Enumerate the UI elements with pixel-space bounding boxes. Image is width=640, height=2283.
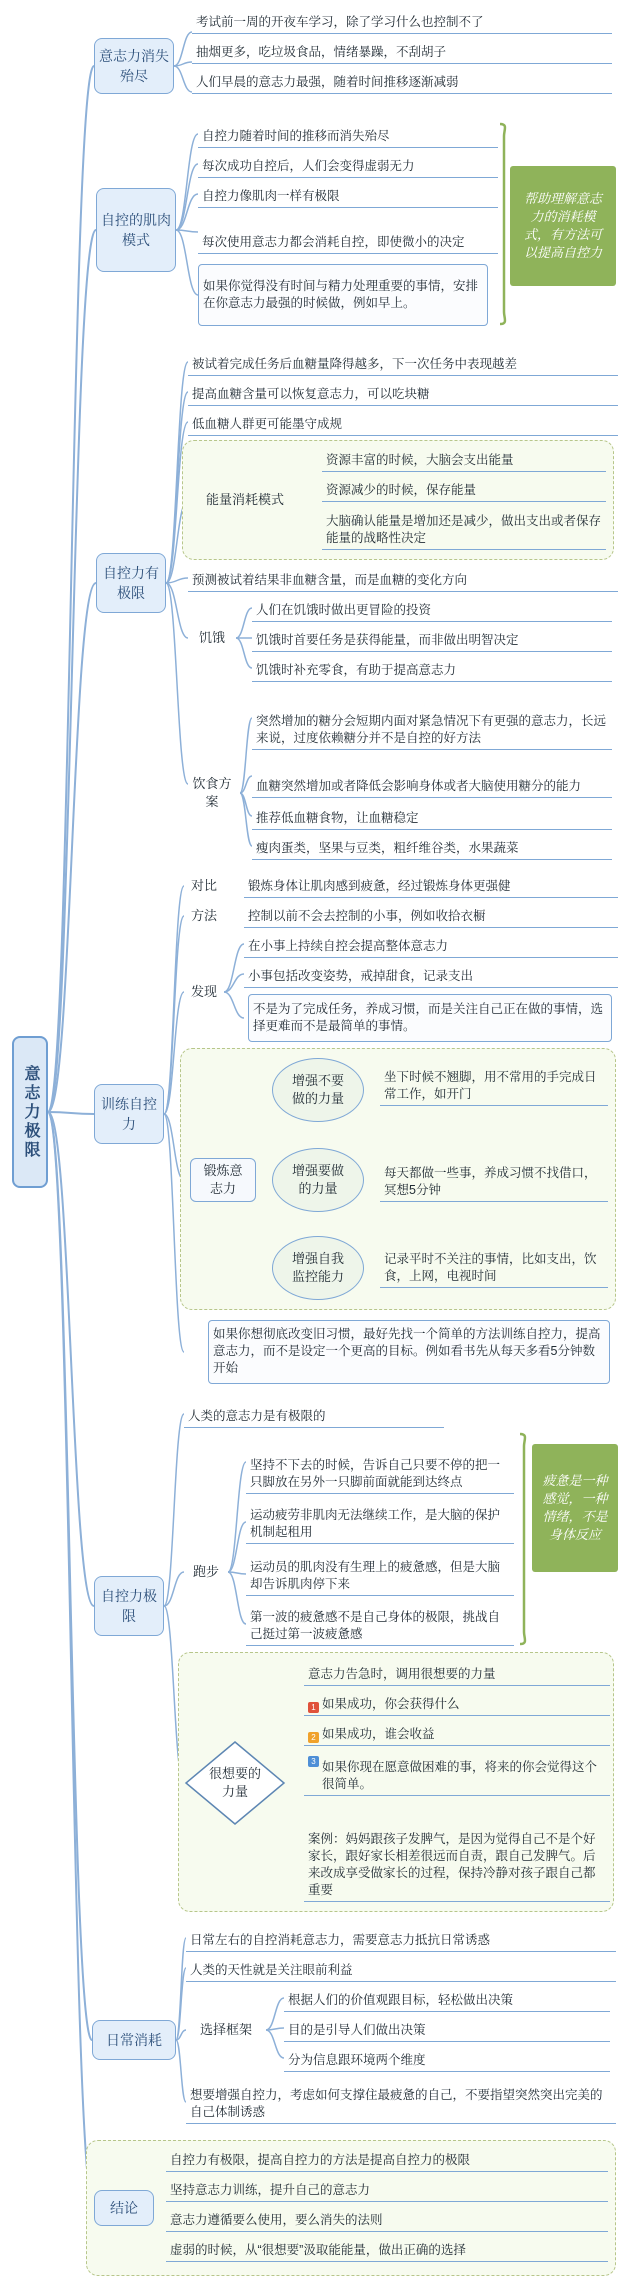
exercise-item-2[interactable] xyxy=(272,1148,364,1212)
discover[interactable] xyxy=(184,980,224,1004)
connector xyxy=(176,194,198,230)
leaf-b2-3[interactable]: 自控力像肌肉一样有极限 xyxy=(198,182,498,208)
branch-muscle-model[interactable] xyxy=(96,188,176,272)
leaf-want-4-text: 如果你现在愿意做困难的事，将来的你会觉得这个很简单。 xyxy=(322,1760,598,1791)
leaf-b2-5[interactable]: 如果你觉得没有时间与精力处理重要的事情，安排在你意志力最强的时候做，例如早上。 xyxy=(198,264,488,326)
connector xyxy=(224,974,244,992)
connector xyxy=(240,793,252,846)
root-topic[interactable] xyxy=(12,1036,48,1188)
connector xyxy=(48,1112,92,2040)
connector xyxy=(176,1938,186,2040)
connector xyxy=(176,230,198,232)
connector xyxy=(176,164,198,230)
leaf-run-2[interactable]: 运动疲劳非肌肉无法继续工作，是大脑的保护机制起租用 xyxy=(246,1500,514,1544)
running[interactable] xyxy=(184,1560,228,1584)
connector xyxy=(176,134,198,230)
branch-label: 自控力有极限 xyxy=(103,565,159,601)
branch-label: 结论 xyxy=(110,2200,138,2216)
badge-3: 3 xyxy=(308,1756,319,1767)
connector xyxy=(240,718,252,793)
leaf-b1-3[interactable]: 人们早晨的意志力最强，随着时间推移逐渐减弱 xyxy=(192,68,612,94)
branch-label: 训练自控力 xyxy=(101,1096,157,1132)
note-b2: 帮助理解意志力的消耗模式，有方法可以提高自控力 xyxy=(510,166,616,286)
leaf-want-5[interactable]: 案例：妈妈跟孩子发脾气，是因为觉得自己不是个好家长，跟好家长相差很远而自责，跟自己发脾气。后来改成享受做家长的过程，保持冷静对孩子跟自己都重要 xyxy=(304,1802,610,1902)
diet-plan-label: 饮食方案 xyxy=(192,776,232,809)
badge-2: 2 xyxy=(308,1732,319,1743)
row-method-key: 方法 xyxy=(190,908,217,923)
connector xyxy=(164,1414,184,1606)
leaf-hunger-1[interactable]: 人们在饥饿时做出更冒险的投资 xyxy=(252,596,612,622)
leaf-discover-3[interactable]: 不是为了完成任务，养成习惯，而是关注自己正在做的事情，选择更难而不是最简单的事情。 xyxy=(248,994,612,1042)
leaf-training-conclusion[interactable]: 如果你想彻底改变旧习惯，最好先找一个简单的方法训练自控力，提高意志力，而不是设定一个更高的目标。例如看书先从每天多看5分钟数开始 xyxy=(208,1320,610,1384)
connector xyxy=(266,1998,284,2030)
connector xyxy=(48,66,94,1112)
leaf-b3-1[interactable]: 被试着完成任务后血糖量降得越多，下一次任务中表现越差 xyxy=(188,350,618,376)
connector xyxy=(228,1572,246,1624)
exercise-willpower[interactable] xyxy=(190,1158,256,1202)
leaf-want-1[interactable]: 意志力告急时，调用很想要的力量 xyxy=(304,1660,610,1686)
branch-label: 日常消耗 xyxy=(106,2032,162,2048)
leaf-want-3[interactable] xyxy=(304,1720,610,1746)
exercise-detail-2[interactable]: 每天都做一些事，养成习惯不找借口，冥想5分钟 xyxy=(380,1158,608,1202)
leaf-want-3-text: 如果成功，谁会收益 xyxy=(322,1727,435,1741)
leaf-want-4[interactable] xyxy=(304,1752,610,1796)
leaf-method[interactable]: 控制以前不会去控制的小事，例如收拾衣橱 xyxy=(244,902,618,928)
connector xyxy=(48,1112,94,2208)
bracket xyxy=(520,1434,525,1644)
branch-label: 自控力极限 xyxy=(101,1588,157,1624)
leaf-frame-1[interactable]: 根据人们的价值观跟目标，轻松做出决策 xyxy=(284,1986,610,2012)
connector xyxy=(228,1522,246,1572)
leaf-b2-4[interactable]: 每次使用意志力都会消耗自控，即使微小的决定 xyxy=(198,212,498,254)
connector xyxy=(48,583,96,1112)
connector xyxy=(166,578,188,583)
connector xyxy=(240,793,252,816)
connector xyxy=(236,638,252,668)
exercise-item-2-label: 增强要做的力量 xyxy=(291,1163,344,1196)
want-power[interactable] xyxy=(184,1740,286,1826)
want-power-label: 很想要的力量 xyxy=(209,1766,262,1799)
leaf-b3-predict[interactable]: 预测被试着结果非血糖含量，而是血糖的变化方向 xyxy=(188,566,618,592)
leaf-diet-3[interactable]: 推荐低血糖食物，让血糖稳定 xyxy=(252,804,612,830)
leaf-diet-2[interactable]: 血糖突然增加或者降低会影响身体或者大脑使用糖分的能力 xyxy=(252,756,612,798)
connector xyxy=(266,2028,284,2030)
leaf-energy-3[interactable]: 大脑确认能量是增加还是减少，做出支出或者保存能量的战略性决定 xyxy=(322,508,606,550)
leaf-b7-1[interactable]: 自控力有极限，提高自控力的方法是提高自控力的极限 xyxy=(166,2146,608,2172)
leaf-want-2-text: 如果成功，你会获得什么 xyxy=(322,1697,460,1711)
exercise-item-1[interactable] xyxy=(272,1058,364,1122)
leaf-energy-2[interactable]: 资源减少的时候，保存能量 xyxy=(322,476,606,502)
connector xyxy=(48,1112,94,1114)
exercise-detail-3[interactable]: 记录平时不关注的事情，比如支出，饮食，上网，电视时间 xyxy=(380,1244,608,1288)
leaf-hunger-3[interactable]: 饥饿时补充零食，有助于提高意志力 xyxy=(252,656,612,682)
leaf-run-3[interactable]: 运动员的肌肉没有生理上的疲惫感，但是大脑却告诉肌肉停下来 xyxy=(246,1552,514,1596)
connector xyxy=(236,608,252,638)
leaf-run-1[interactable]: 坚持不下去的时候，告诉自己只要不停的把一只脚放在另外一只脚前面就能到达终点 xyxy=(246,1432,514,1494)
hunger[interactable] xyxy=(188,626,236,650)
leaf-b3-3[interactable]: 低血糖人群更可能墨守成规 xyxy=(188,410,618,436)
energy-model-label: 能量消耗模式 xyxy=(205,492,284,507)
exercise-detail-1[interactable]: 坐下时候不翘脚，用不常用的手完成日常工作，如开门 xyxy=(380,1062,608,1106)
connector xyxy=(166,583,188,784)
leaf-b5-top[interactable]: 人类的意志力是有极限的 xyxy=(184,1402,444,1428)
root-topic-label: 意志力极限 xyxy=(22,1064,39,1160)
leaf-b1-2[interactable]: 抽烟更多，吃垃圾食品，情绪暴躁，不刮胡子 xyxy=(192,38,612,64)
leaf-b2-2[interactable]: 每次成功自控后，人们会变得虚弱无力 xyxy=(198,152,498,178)
badge-1: 1 xyxy=(308,1702,319,1713)
leaf-want-2[interactable] xyxy=(304,1690,610,1716)
leaf-compare[interactable]: 锻炼身体让肌肉感到疲惫，经过锻炼身体更强健 xyxy=(244,872,618,898)
note-b5: 疲惫是一种感觉，一种情绪，不是身体反应 xyxy=(532,1444,618,1572)
connector xyxy=(166,583,188,638)
leaf-b7-4[interactable]: 虚弱的时候，从“很想要”汲取能能量，做出正确的选择 xyxy=(166,2236,608,2262)
bracket xyxy=(500,124,505,324)
exercise-item-1-label: 增强不要做的力量 xyxy=(291,1073,344,1106)
leaf-b6-bottom[interactable]: 想要增强自控力，考虑如何支撑住最疲惫的自己，不要指望突然突出完美的自己体制诱惑 xyxy=(186,2080,616,2124)
leaf-b3-2[interactable]: 提高血糖含量可以恢复意志力，可以吃块糖 xyxy=(188,380,618,406)
connector xyxy=(240,776,252,793)
leaf-energy-1[interactable]: 资源丰富的时候，大脑会支出能量 xyxy=(322,446,606,472)
choice-frame[interactable] xyxy=(186,2018,266,2042)
discover-label: 发现 xyxy=(190,984,217,999)
leaf-b6-top[interactable]: 日常左右的自控消耗意志力，需要意志力抵抗日常诱惑 xyxy=(186,1926,616,1952)
branch-willpower-depleted[interactable] xyxy=(94,38,174,94)
leaf-hunger-2[interactable]: 饥饿时首要任务是获得能量，而非做出明智决定 xyxy=(252,626,612,652)
leaf-b6-nature[interactable]: 人类的天性就是关注眼前利益 xyxy=(186,1956,616,1982)
leaf-frame-3[interactable]: 分为信息跟环境两个维度 xyxy=(284,2046,610,2072)
connector xyxy=(174,32,192,66)
leaf-b7-3[interactable]: 意志力遵循要么使用，要么消失的法则 xyxy=(166,2206,608,2232)
connector xyxy=(164,1572,184,1606)
connector xyxy=(224,944,244,992)
diet-plan[interactable] xyxy=(184,772,240,814)
exercise-item-3-label: 增强自我监控能力 xyxy=(291,1251,344,1284)
leaf-b1-1[interactable]: 考试前一周的开夜车学习，除了学习什么也控制不了 xyxy=(192,8,612,34)
leaf-b2-1[interactable]: 自控力随着时间的推移而消失殆尽 xyxy=(198,122,498,148)
running-label: 跑步 xyxy=(192,1564,219,1579)
connector xyxy=(48,1112,94,1606)
hunger-label: 饥饿 xyxy=(198,630,225,645)
row-compare-key: 对比 xyxy=(190,878,217,893)
branch-daily-consumption[interactable] xyxy=(92,2020,176,2060)
energy-model[interactable] xyxy=(190,488,300,512)
exercise-item-3[interactable] xyxy=(272,1236,364,1300)
branch-train-self-control[interactable] xyxy=(94,1084,164,1144)
connector xyxy=(176,1968,186,2040)
connector xyxy=(228,1462,246,1572)
connector xyxy=(174,66,192,92)
connector xyxy=(228,1572,246,1574)
connector xyxy=(174,62,192,66)
leaf-frame-2[interactable]: 目的是引导人们做出决策 xyxy=(284,2016,610,2042)
branch-conclusion[interactable] xyxy=(94,2190,154,2226)
branch-self-control-limit[interactable] xyxy=(96,553,166,613)
connector xyxy=(176,2030,186,2040)
branch-label: 意志力消失殆尽 xyxy=(99,48,169,84)
leaf-diet-1[interactable]: 突然增加的糖分会短期内面对紧急情况下有更强的意志力，长远来说，过度依赖糖分并不是自控的好方法 xyxy=(252,688,612,750)
leaf-b7-2[interactable]: 坚持意志力训练，提升自己的意志力 xyxy=(166,2176,608,2202)
connector xyxy=(224,992,244,1018)
leaf-discover-2[interactable]: 小事包括改变姿势，戒掉甜食，记录支出 xyxy=(244,962,618,988)
connector xyxy=(176,230,198,295)
branch-label: 自控的肌肉模式 xyxy=(101,212,171,248)
connector xyxy=(266,2030,284,2058)
choice-frame-label: 选择框架 xyxy=(199,2022,252,2037)
leaf-run-4[interactable]: 第一波的疲惫感不是自己身体的极限，挑战自己挺过第一波疲惫感 xyxy=(246,1602,514,1646)
connector xyxy=(48,230,96,1112)
leaf-discover-1[interactable]: 在小事上持续自控会提高整体意志力 xyxy=(244,932,618,958)
exercise-willpower-label: 锻炼意志力 xyxy=(203,1163,243,1196)
branch-willpower-limit[interactable] xyxy=(94,1576,164,1636)
leaf-diet-4[interactable]: 瘦肉蛋类，坚果与豆类，粗纤维谷类，水果蔬菜 xyxy=(252,834,612,860)
connector xyxy=(176,2040,186,2102)
